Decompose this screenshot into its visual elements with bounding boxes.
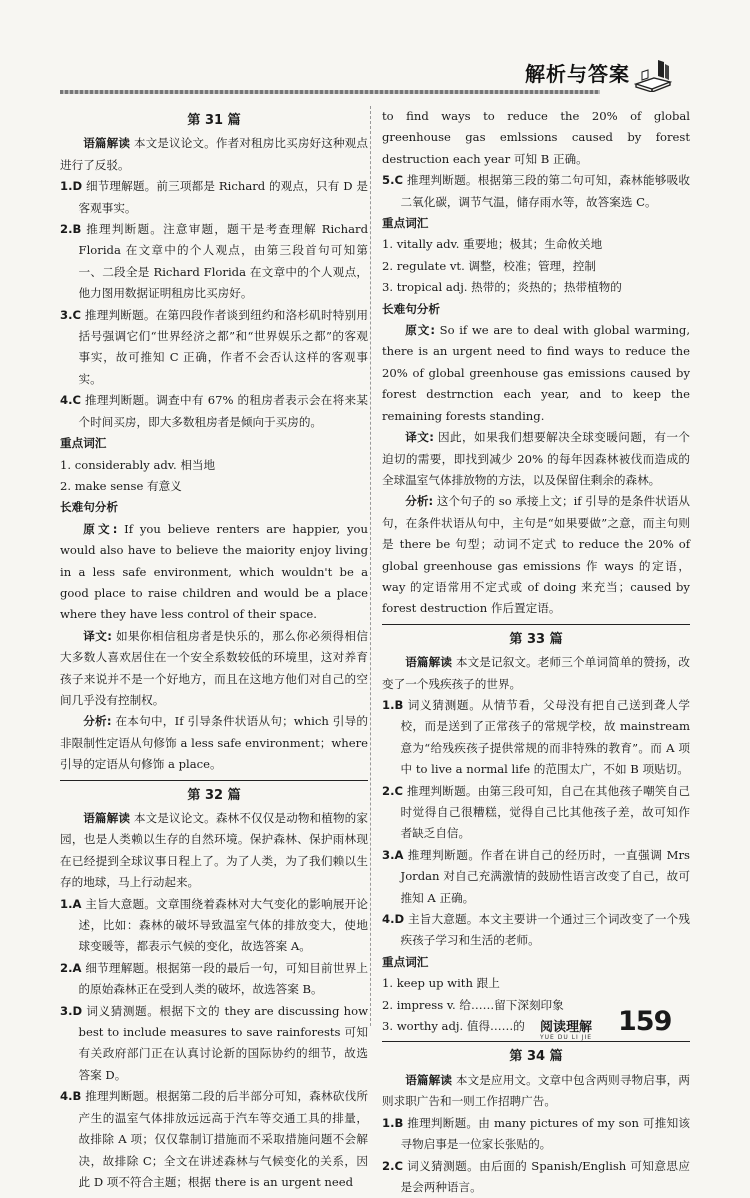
item-text: 推理判断题。根据第三段的第二句可知，森林能够吸收二氧化碳，调节气温，储存雨水等，故答案选 C。 <box>401 173 690 208</box>
item-text: 主旨大意题。本文主要讲一个通过三个词改变了一个残疾孩子学习和生活的老师。 <box>401 912 690 947</box>
item-label: 3.D <box>60 1004 82 1018</box>
subheading: 重点词汇 <box>382 213 690 234</box>
subheading: 重点词汇 <box>382 952 690 973</box>
item-label: 1.B <box>382 1116 403 1130</box>
vocab-item: 2. make sense 有意义 <box>60 476 368 497</box>
item-text: 因此，如果我们想要解决全球变暖问题，有一个迫切的需要，即找到减少 20% 的每年因森林被伐而造成的全球温室气体排放物的方法，以及保留住剩余的森林。 <box>382 430 690 487</box>
item-text: If you believe renters are happier, you would also have to believe the maiority enjoy living in a less safe environment, which wouldn't be a good place to raise children and would be a place where they have less control of their space. <box>60 522 368 622</box>
labeled-paragraph <box>382 1070 690 1113</box>
item-text: 细节理解题。前三项都是 Richard 的观点，只有 D 是客观事实。 <box>79 179 368 214</box>
item-text: 本文是记叙文。老师三个单词简单的赞扬，改变了一个残疾孩子的世界。 <box>382 655 690 690</box>
answer-item <box>382 909 690 952</box>
section-heading: 第 31 篇 <box>60 110 368 131</box>
item-text: 这个句子的 so 承接上文；if 引导的是条件状语从句，在条件状语从句中，主句是“如果要做”之意，而主句则是 there be 句型；动词不定式 to reduce the 20% of global greenhouse gas emissions 作 ways 的定语，way 的定语常用不定式或 of doing 来充当；caused by forest destruction 作后置定语。 <box>382 494 690 615</box>
header-dotted-rule <box>60 90 600 94</box>
left-column <box>60 106 368 1193</box>
item-text: 推理判断题。由 many pictures of my son 可推知该寻物启事是一位家长张贴的。 <box>401 1116 690 1151</box>
section-heading: 第 32 篇 <box>60 780 368 806</box>
item-text: 推理判断题。调查中有 67% 的租房者表示会在将来某个时间买房，即大多数租房者是倾向于买房的。 <box>79 393 368 428</box>
vocab-item: 2. regulate vt. 调整，校准；管理，控制 <box>382 256 690 277</box>
book-stack-icon <box>634 58 672 92</box>
answer-item <box>60 390 368 433</box>
answer-item <box>60 219 368 305</box>
item-label: 2.A <box>60 961 81 975</box>
item-text: 推理判断题。作者在讲自己的经历时，一直强调 Mrs Jordan 对自己充满激情的鼓励性语言改变了自己，故可推知 A 正确。 <box>401 848 690 905</box>
item-label: 译文: <box>83 629 112 643</box>
footer-label: 阅读理解 <box>540 1016 592 1035</box>
labeled-paragraph <box>382 652 690 695</box>
item-label: 2.C <box>382 784 403 798</box>
vocab-item: 3. tropical adj. 热带的；炎热的；热带植物的 <box>382 277 690 298</box>
footer-pinyin: YUE DU LI JIE <box>540 1034 592 1041</box>
subheading: 重点词汇 <box>60 433 368 454</box>
item-label: 1.D <box>60 179 82 193</box>
item-text: 本文是议论文。作者对租房比买房好这种观点进行了反驳。 <box>60 136 368 171</box>
vocab-item: 1. considerably adv. 相当地 <box>60 455 368 476</box>
answer-item <box>60 305 368 391</box>
labeled-paragraph <box>60 133 368 176</box>
item-text: 如果你相信租房者是快乐的，那么你必须得相信大多数人喜欢居住在一个安全系数较低的环境里，这对养育孩子来说并不是一个好地方，而且在这地方他们对自己的空间几乎没有控制权。 <box>60 629 368 707</box>
answer-item <box>382 1156 690 1198</box>
subheading: 长难句分析 <box>382 299 690 320</box>
item-text: 推理判断题。在第四段作者谈到纽约和洛杉矶时特别用括号强调它们“世界经济之都”和“世界娱乐之都”的客观事实，故可推知 C 正确，作者不会否认这样的客观事实。 <box>79 308 368 386</box>
page-header <box>60 58 680 96</box>
vocab-item: 1. vitally adv. 重要地；极其；生命攸关地 <box>382 234 690 255</box>
item-label: 语篇解读 <box>83 136 130 150</box>
labeled-paragraph <box>60 519 368 626</box>
labeled-paragraph <box>60 626 368 712</box>
answer-item <box>60 894 368 958</box>
labeled-paragraph <box>60 808 368 894</box>
section-heading: 第 33 篇 <box>382 624 690 650</box>
item-label: 原文: <box>83 522 117 536</box>
vocab-item: 1. keep up with 跟上 <box>382 973 690 994</box>
item-label: 译文: <box>405 430 434 444</box>
item-text: So if we are to deal with global warming, there is an urgent need to find ways to reduce the 20% of global greenhouse gas emissions caused by forest destrnction each year, and to keep the remaining forests standing. <box>382 323 690 423</box>
answer-item <box>60 1086 368 1193</box>
item-label: 语篇解读 <box>83 811 130 825</box>
section-title: 解析与答案 <box>525 58 630 87</box>
item-label: 3.C <box>60 308 81 322</box>
item-text: 推理判断题。根据第二段的后半部分可知，森林砍伐所产生的温室气体排放远远高于汽车等交通工具的排量，故排除 A 项；仅仅靠制订措施而不采取措施问题不会解决，故排除 C；全文在讲述森林与气候变化的关系，因此 D 项不符合主题；根据 there is an urgent need <box>79 1089 368 1189</box>
vocab-item: 3. worthy adj. 值得……的 <box>382 1016 690 1037</box>
subheading: 长难句分析 <box>60 497 368 518</box>
item-text: 在本句中，If 引导条件状语从句；which 引导的非限制性定语从句修饰 a less safe environment；where 引导的定语从句修饰 a place。 <box>60 714 368 771</box>
continued-paragraph: to find ways to reduce the 20% of global greenhouse gas emlssions caused by forest destruction each year 可知 B 正确。 <box>382 106 690 170</box>
answer-item <box>60 176 368 219</box>
item-text: 词义猜测题。由后面的 Spanish/English 可知意思应是会两种语言。 <box>401 1159 690 1194</box>
answer-item <box>382 695 690 781</box>
item-text: 词义猜测题。从情节看，父母没有把自己送到聋人学校，而是送到了正常孩子的常规学校，故 mainstream 意为“给残疾孩子提供常规的而非特殊的教育”。而 A 项中 to live a normal life 的范围太广，不如 B 项贴切。 <box>401 698 690 776</box>
item-label: 原文: <box>405 323 435 337</box>
item-label: 4.C <box>60 393 81 407</box>
item-label: 4.B <box>60 1089 81 1103</box>
item-text: 词义猜测题。根据下文的 they are discussing how best to include measures to save rainforests 可知有关政府部门正在认真讨论新的国际协约的细节，故选答案 D。 <box>79 1004 368 1082</box>
page-footer <box>540 1010 700 1046</box>
item-text: 本文是应用文。文章中包含两则寻物启事，两则求职广告和一则工作招聘广告。 <box>382 1073 690 1108</box>
item-text: 推理判断题。注意审题，题干是考查理解 Richard Florida 在文章中的个人观点，由第三段首句可知第一、二段全是 Richard Florida 在文章中的个人观点，他力图用数据证明租房比买房好。 <box>79 222 368 300</box>
vocab-item: 2. impress v. 给……留下深刻印象 <box>382 995 690 1016</box>
answer-item <box>382 845 690 909</box>
item-label: 3.A <box>382 848 403 862</box>
item-text: 推理判断题。由第三段可知，自己在其他孩子嘲笑自己时觉得自己很糟糕，觉得自己比其他孩子差，故可知作者缺乏自信。 <box>401 784 690 841</box>
answer-item <box>382 1113 690 1156</box>
item-label: 语篇解读 <box>405 1073 452 1087</box>
page-number: 159 <box>618 1006 671 1037</box>
item-label: 分析: <box>83 714 111 728</box>
item-label: 语篇解读 <box>405 655 452 669</box>
labeled-paragraph <box>382 320 690 427</box>
item-label: 分析: <box>405 494 433 508</box>
item-label: 4.D <box>382 912 404 926</box>
column-divider <box>370 106 371 1026</box>
answer-item <box>382 781 690 845</box>
item-text: 主旨大意题。文章围绕着森林对大气变化的影响展开论述，比如：森林的破坏导致温室气体的排放变大，使地球变暖等，都表示气候的变化，故选答案 A。 <box>79 897 368 954</box>
labeled-paragraph <box>382 491 690 619</box>
item-label: 1.B <box>382 698 403 712</box>
item-label: 2.B <box>60 222 81 236</box>
answer-item <box>382 170 690 213</box>
section-heading: 第 34 篇 <box>382 1041 690 1067</box>
item-label: 5.C <box>382 173 403 187</box>
answer-item <box>60 1001 368 1087</box>
item-text: 本文是议论文。森林不仅仅是动物和植物的家园，也是人类赖以生存的自然环境。保护森林、保护雨林现在已经提到全球议事日程上了。为了人类，为了我们赖以生存的地球，马上行动起来。 <box>60 811 368 889</box>
answer-item <box>60 958 368 1001</box>
item-label: 2.C <box>382 1159 403 1173</box>
item-text: 细节理解题。根据第一段的最后一句，可知目前世界上的原始森林正在受到人类的破坏，故选答案 B。 <box>79 961 368 996</box>
item-label: 1.A <box>60 897 81 911</box>
labeled-paragraph <box>60 711 368 775</box>
labeled-paragraph <box>382 427 690 491</box>
